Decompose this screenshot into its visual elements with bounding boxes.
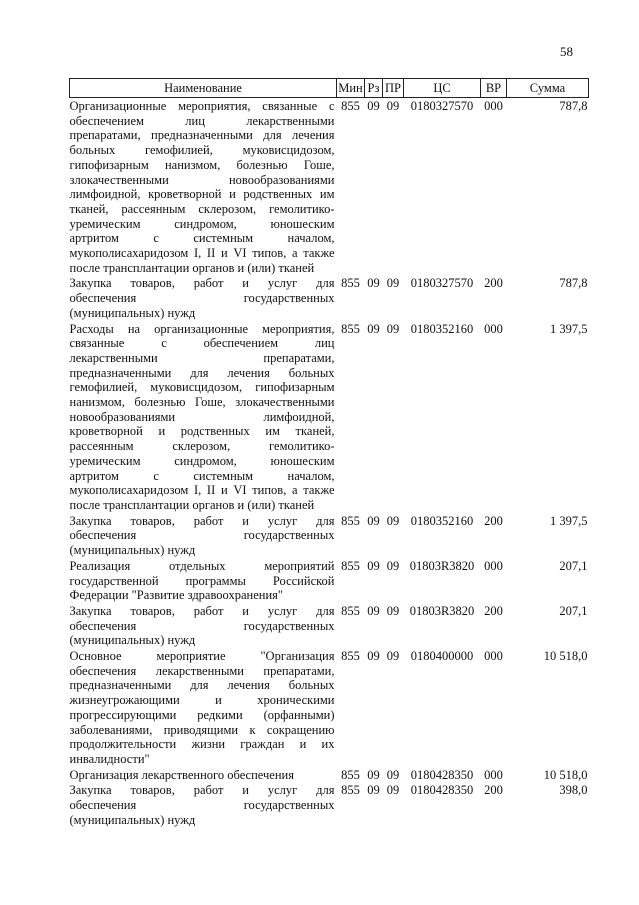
row-name-line: лимфоидной, кроветворной и родственных им xyxy=(69,187,335,202)
row-name-line: обеспечением лиц лекарственными xyxy=(69,113,335,128)
cell-sum: 10 518,0 xyxy=(543,649,588,664)
row-name-line: Закупка товаров, работ и услуг для xyxy=(69,603,335,618)
cell-rz: 09 xyxy=(367,649,380,664)
cell-vr: 000 xyxy=(484,649,503,664)
cell-min: 855 xyxy=(341,603,360,618)
row-name-line: прогрессирующими редкими (орфанными) xyxy=(69,707,335,722)
cell-sum: 398,0 xyxy=(559,783,588,798)
cell-pr: 09 xyxy=(386,321,400,336)
cell-rz: 09 xyxy=(367,276,380,291)
budget-table xyxy=(69,78,589,827)
row-name-line: после трансплантации органов и (или) тканей xyxy=(69,260,315,275)
row-name-line: артритом с системным началом, xyxy=(69,231,335,246)
cell-min: 855 xyxy=(341,321,360,336)
cell-min: 855 xyxy=(341,767,360,782)
row-name xyxy=(70,98,337,276)
row-name-line: Расходы на организационные мероприятия, xyxy=(69,321,335,336)
cell-sum: 207,1 xyxy=(559,558,588,573)
row-name xyxy=(70,513,337,558)
cell-pr: 09 xyxy=(386,513,400,528)
row-name-line: уремическим синдромом, юношеским xyxy=(69,216,335,231)
cell-sum: 207,1 xyxy=(559,603,588,618)
row-name-line: мукополисахаридозом I, II и VI типов, а также xyxy=(69,246,335,261)
cell-vr: 000 xyxy=(484,321,503,336)
cell-vr: 000 xyxy=(484,558,503,573)
row-name-line: обеспечения государственных xyxy=(69,291,335,306)
row-name xyxy=(70,275,337,320)
cell-cs: 01803R3820 xyxy=(409,603,475,618)
row-name-line: жизнеугрожающими и хроническими xyxy=(69,693,335,708)
table-row xyxy=(70,782,589,827)
cell-cs: 0180352160 xyxy=(410,513,474,528)
row-name-line: гипофизарным нанизмом, болезнью Гоше, xyxy=(69,157,335,172)
row-name-line: мукополисахаридозом I, II и VI типов, а также xyxy=(69,483,335,498)
row-name-line: (муниципальных) нужд xyxy=(69,633,196,648)
cell-rz: 09 xyxy=(367,767,380,782)
row-name-line: инвалидности" xyxy=(69,751,150,766)
row-name-line: заболеваниями, приводящими к сокращению xyxy=(69,722,335,737)
cell-rz: 09 xyxy=(367,783,380,798)
row-name-line: нанизмом, болезнью Гоше, злокачественными xyxy=(69,395,335,410)
cell-min: 855 xyxy=(341,783,360,798)
cell-vr: 200 xyxy=(484,783,503,798)
row-name-line: тканей, рассеянным склерозом, гемолитико- xyxy=(69,201,335,216)
row-name-line: (муниципальных) нужд xyxy=(69,543,196,558)
cell-rz: 09 xyxy=(367,513,380,528)
row-name-line: артритом с системным началом, xyxy=(69,468,335,483)
cell-cs: 0180428350 xyxy=(410,767,474,782)
row-name-line: после трансплантации органов и (или) тканей xyxy=(69,497,315,512)
row-name-line: препаратами, предназначенными для лечения xyxy=(69,128,335,143)
row-name xyxy=(70,767,337,783)
cell-min: 855 xyxy=(341,276,360,291)
header-vr: ВР xyxy=(481,79,507,98)
table-row xyxy=(70,98,589,276)
row-name-line: обеспечения государственных xyxy=(69,798,335,813)
cell-min: 855 xyxy=(341,513,360,528)
cell-vr: 000 xyxy=(484,99,503,113)
row-name-line: (муниципальных) нужд xyxy=(69,305,196,320)
cell-pr: 09 xyxy=(386,767,400,782)
row-name-line: обеспечения лекарственными препаратами, xyxy=(69,663,335,678)
row-name-line: уремическим синдромом, юношеским xyxy=(69,453,335,468)
table-row xyxy=(70,558,589,603)
cell-sum: 1 397,5 xyxy=(550,513,588,528)
row-name-line: связанные с обеспечением лиц xyxy=(69,336,335,351)
cell-vr: 000 xyxy=(484,767,503,782)
cell-cs: 0180327570 xyxy=(410,276,474,291)
cell-sum: 787,8 xyxy=(559,276,588,291)
row-name-line: предназначенными для лечения больных xyxy=(69,365,335,380)
row-name-line: Закупка товаров, работ и услуг для xyxy=(69,783,335,798)
header-sum: Сумма xyxy=(507,79,589,98)
row-name-line: продолжительности жизни граждан и их xyxy=(69,737,335,752)
cell-pr: 09 xyxy=(386,649,400,664)
row-name-line: гемофилией, муковисцидозом, гипофизарным xyxy=(69,380,335,395)
row-name-line: Организация лекарственного обеспечения xyxy=(69,767,294,782)
row-name xyxy=(70,321,337,513)
cell-rz: 09 xyxy=(367,99,380,113)
row-name xyxy=(70,603,337,648)
cell-pr: 09 xyxy=(386,276,400,291)
row-name-line: лекарственными препаратами, xyxy=(69,350,335,365)
cell-pr: 09 xyxy=(386,99,400,113)
cell-cs: 01803R3820 xyxy=(409,558,475,573)
page-number: 58 xyxy=(560,44,573,59)
cell-cs: 0180352160 xyxy=(410,321,474,336)
table-row xyxy=(70,648,589,767)
cell-min: 855 xyxy=(341,99,360,113)
row-name-line: обеспечения государственных xyxy=(69,528,335,543)
table-row xyxy=(70,275,589,320)
row-name-line: (муниципальных) нужд xyxy=(69,812,196,827)
header-rz: Рз xyxy=(365,79,383,98)
cell-vr: 200 xyxy=(484,513,503,528)
cell-cs: 0180400000 xyxy=(410,649,474,664)
cell-cs: 0180428350 xyxy=(410,783,474,798)
row-name-line: обеспечения государственных xyxy=(69,618,335,633)
row-name-line: Закупка товаров, работ и услуг для xyxy=(69,276,335,291)
cell-vr: 200 xyxy=(484,603,503,618)
row-name-line: кроветворной и родственных им тканей, xyxy=(69,424,335,439)
cell-vr: 200 xyxy=(484,276,503,291)
row-name-line: Организационные мероприятия, связанные с xyxy=(69,99,335,113)
cell-sum: 1 397,5 xyxy=(550,321,588,336)
row-name-line: больных гемофилией, муковисцидозом, xyxy=(69,143,335,158)
row-name-line: Реализация отдельных мероприятий xyxy=(69,558,335,573)
cell-pr: 09 xyxy=(386,558,400,573)
cell-min: 855 xyxy=(341,558,360,573)
header-pr: ПР xyxy=(383,79,404,98)
header-min: Мин xyxy=(337,79,365,98)
cell-sum: 10 518,0 xyxy=(543,767,588,782)
row-name-line: новообразованиями лимфоидной, xyxy=(69,409,335,424)
cell-sum: 787,8 xyxy=(559,99,588,113)
table-row xyxy=(70,767,589,783)
row-name-line: злокачественными новообразованиями xyxy=(69,172,335,187)
cell-min: 855 xyxy=(341,649,360,664)
cell-rz: 09 xyxy=(367,603,380,618)
table-header-row xyxy=(70,79,589,98)
cell-cs: 0180327570 xyxy=(410,99,474,113)
header-name: Наименование xyxy=(70,79,337,98)
row-name xyxy=(70,782,337,827)
header-cs: ЦС xyxy=(404,79,481,98)
row-name-line: предназначенными для лечения больных xyxy=(69,678,335,693)
cell-rz: 09 xyxy=(367,321,380,336)
cell-rz: 09 xyxy=(367,558,380,573)
table-row xyxy=(70,603,589,648)
table-row xyxy=(70,321,589,513)
cell-pr: 09 xyxy=(386,783,400,798)
table-row xyxy=(70,513,589,558)
row-name-line: рассеянным склерозом, гемолитико- xyxy=(69,439,335,454)
row-name-line: Закупка товаров, работ и услуг для xyxy=(69,513,335,528)
cell-pr: 09 xyxy=(386,603,400,618)
row-name-line: государственной программы Российской xyxy=(69,573,335,588)
row-name-line: Федерации "Развитие здравоохранения" xyxy=(69,588,284,603)
row-name xyxy=(70,558,337,603)
row-name-line: Основное мероприятие "Организация xyxy=(69,649,335,664)
row-name xyxy=(70,648,337,767)
